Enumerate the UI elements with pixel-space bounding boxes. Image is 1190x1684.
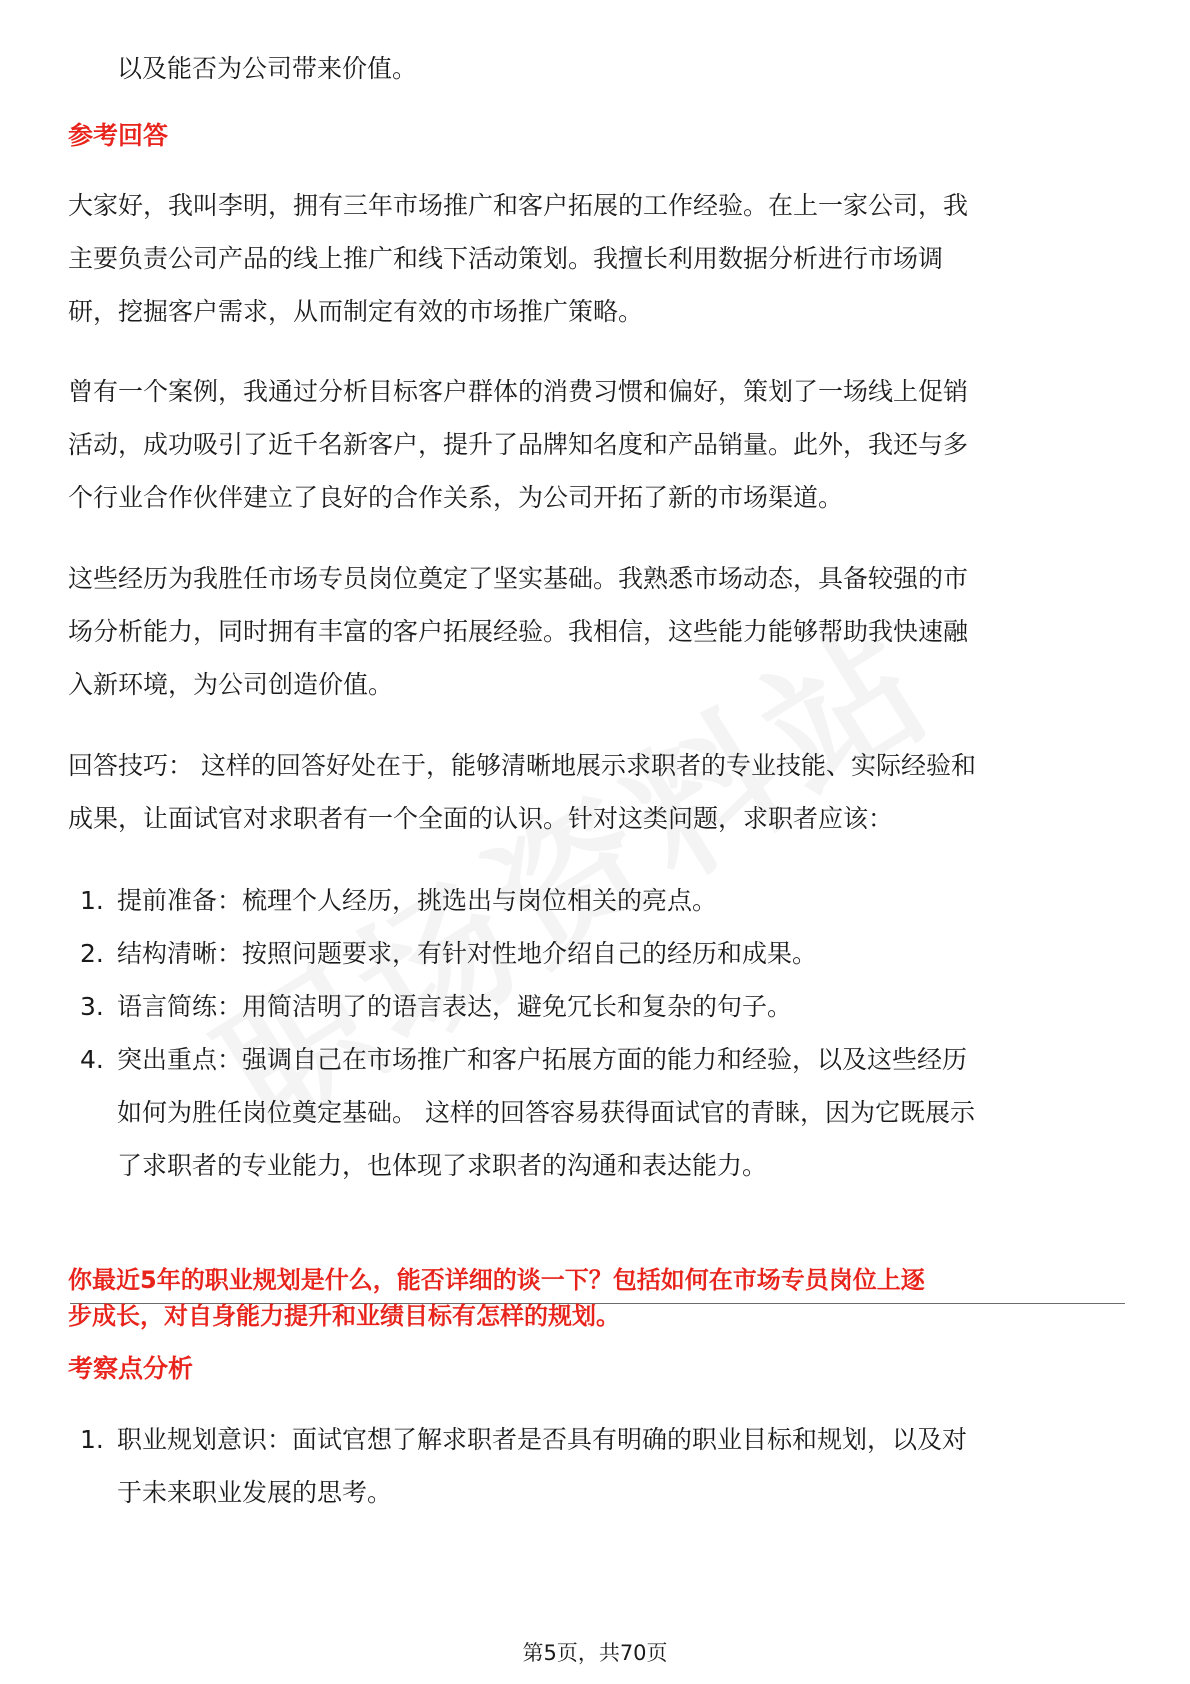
list-item: 职业规划意识：面试官想了解求职者是否具有明确的职业目标和规划，以及对 <box>117 1425 968 1454</box>
paragraph-line: 场分析能力，同时拥有丰富的客户拓展经验。我相信，这些能力能够帮助我快速融 <box>68 617 969 646</box>
paragraph-line: 活动，成功吸引了近千名新客户，提升了品牌知名度和产品销量。此外，我还与多 <box>68 430 969 459</box>
paragraph-line: 主要负责公司产品的线上推广和线下活动策划。我擅长利用数据分析进行市场调 <box>68 244 944 273</box>
paragraph-line: 个行业合作伙伴建立了良好的合作关系，为公司开拓了新的市场渠道。 <box>68 483 844 512</box>
paragraph-line: 这些经历为我胜任市场专员岗位奠定了坚实基础。我熟悉市场动态，具备较强的市 <box>68 564 969 593</box>
page-footer: 第5页，共70页 <box>522 1641 668 1665</box>
list-item-continuation: 如何为胜任岗位奠定基础。 这样的回答容易获得面试官的青睐，因为它既展示 <box>117 1098 975 1127</box>
section-heading-reference-answer: 参考回答 <box>68 121 169 150</box>
list-item-continuation: 了求职者的专业能力，也体现了求职者的沟通和表达能力。 <box>117 1151 768 1180</box>
list-number: 1. <box>80 1425 104 1454</box>
intro-tail: 以及能否为公司带来价值。 <box>117 54 418 83</box>
paragraph-line: 曾有一个案例，我通过分析目标客户群体的消费习惯和偏好，策划了一场线上促销 <box>68 377 969 406</box>
question-title: 步成长，对自身能力提升和业绩目标有怎样的规划。 <box>68 1302 620 1330</box>
list-item: 语言简练：用简洁明了的语言表达，避免冗长和复杂的句子。 <box>117 992 793 1021</box>
list-number: 2. <box>80 939 104 968</box>
paragraph-line: 入新环境，为公司创造价值。 <box>68 670 394 699</box>
paragraph-line: 成果，让面试官对求职者有一个全面的认识。针对这类问题，求职者应该： <box>68 804 894 833</box>
list-number: 3. <box>80 992 104 1021</box>
paragraph-line: 大家好，我叫李明，拥有三年市场推广和客户拓展的工作经验。在上一家公司，我 <box>68 191 969 220</box>
question-title: 你最近5年的职业规划是什么，能否详细的谈一下？包括如何在市场专员岗位上逐 <box>68 1266 925 1294</box>
list-number: 4. <box>80 1045 104 1074</box>
section-heading-analysis: 考察点分析 <box>68 1354 194 1383</box>
list-number: 1. <box>80 886 104 915</box>
list-item-continuation: 于未来职业发展的思考。 <box>117 1478 393 1507</box>
list-item: 提前准备：梳理个人经历，挑选出与岗位相关的亮点。 <box>117 886 718 915</box>
paragraph-line: 回答技巧： 这样的回答好处在于，能够清晰地展示求职者的专业技能、实际经验和 <box>68 751 976 780</box>
list-item: 突出重点：强调自己在市场推广和客户拓展方面的能力和经验，以及这些经历 <box>117 1045 968 1074</box>
list-item: 结构清晰：按照问题要求，有针对性地介绍自己的经历和成果。 <box>117 939 818 968</box>
paragraph-line: 研，挖掘客户需求，从而制定有效的市场推广策略。 <box>68 297 644 326</box>
